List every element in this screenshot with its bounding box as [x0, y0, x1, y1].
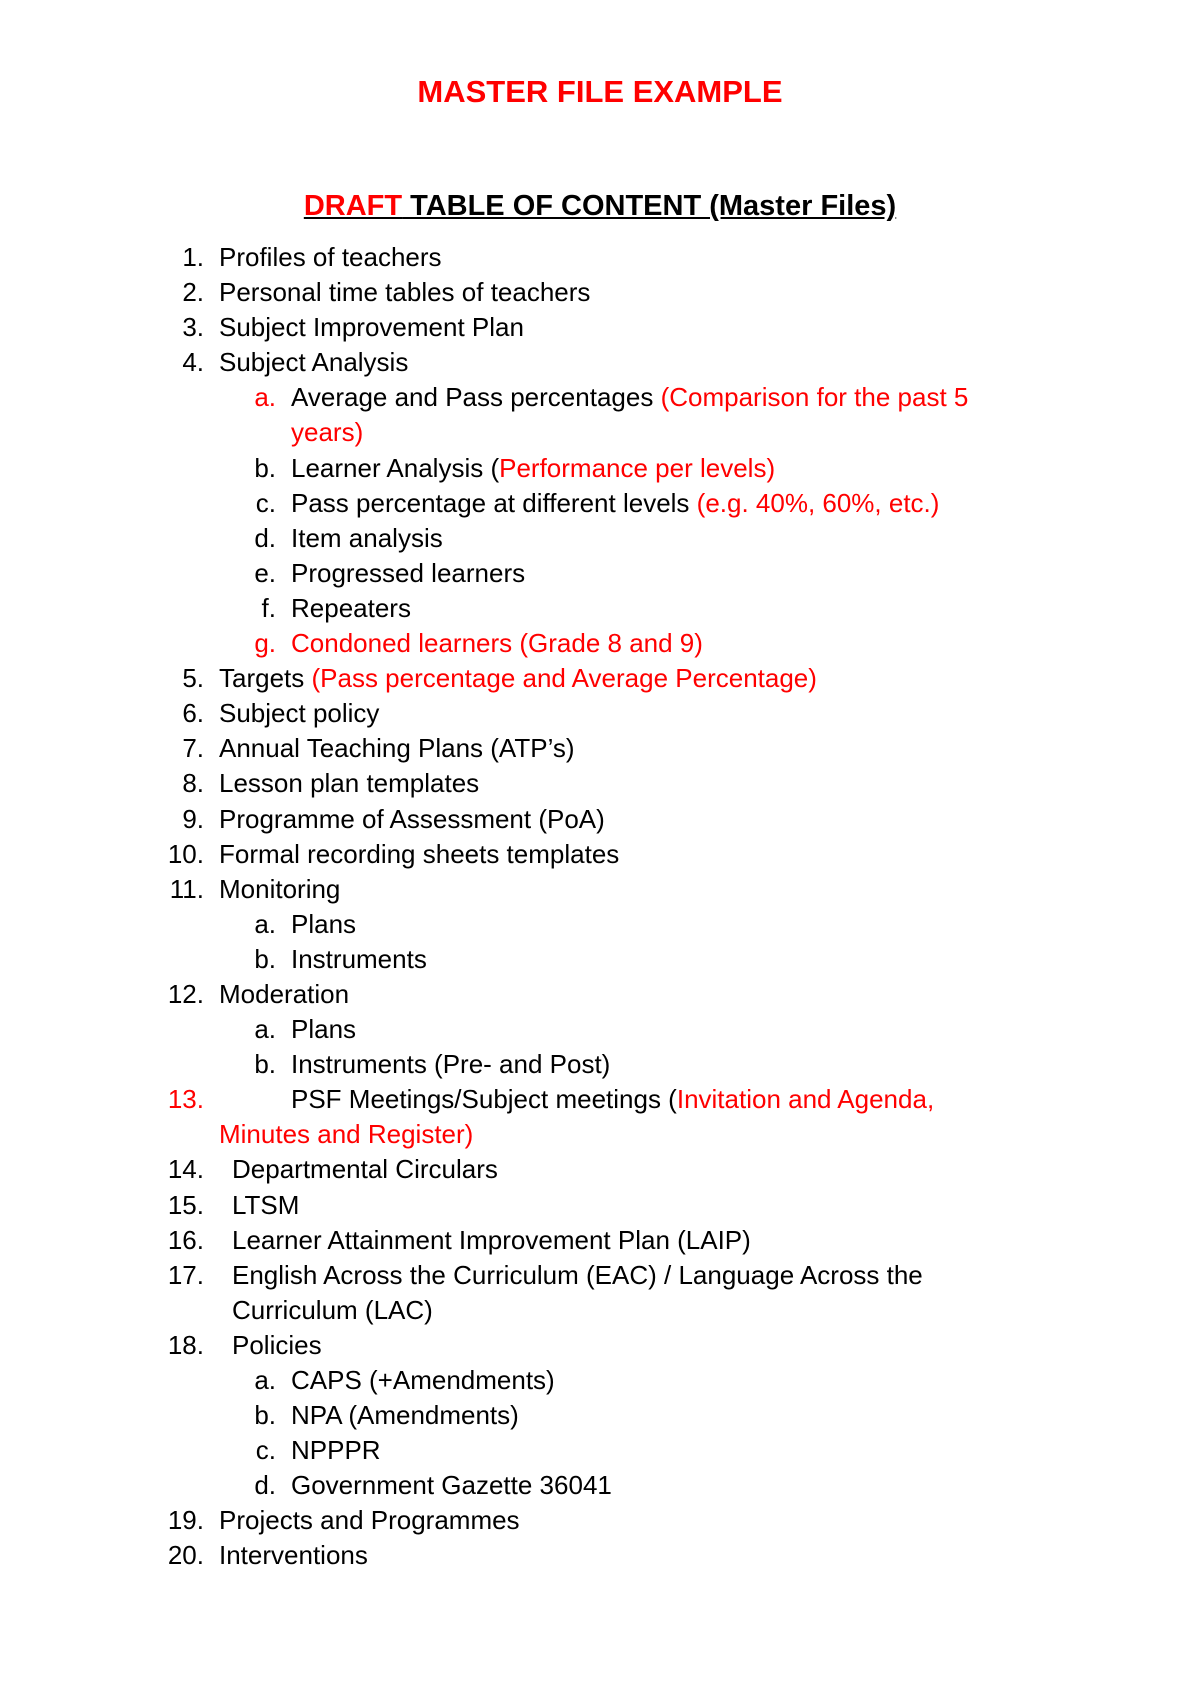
item-number: 8.	[182, 768, 204, 799]
draft-label: DRAFT	[303, 190, 403, 222]
table-of-contents	[0, 240, 1200, 1574]
subitem-note: (e.g. 40%, 60%, etc.)	[696, 487, 940, 518]
item-number: 16.	[167, 1224, 204, 1255]
toc-heading	[0, 186, 1200, 226]
toc-subitem	[0, 626, 1200, 661]
subitem-letter: f.	[261, 592, 276, 623]
toc-subitem	[0, 1012, 1200, 1047]
toc-item	[0, 1082, 1200, 1117]
toc-item	[0, 661, 1200, 696]
item-text: Projects and Programmes	[219, 1505, 520, 1536]
item-text: Annual Teaching Plans (ATP’s)	[219, 733, 575, 764]
item-label: PSF Meetings/Subject meetings (	[291, 1084, 677, 1115]
item-number: 11.	[169, 873, 204, 904]
toc-item	[0, 1538, 1200, 1573]
subitem-letter: a.	[254, 908, 276, 939]
item-text: LTSM	[232, 1189, 300, 1220]
item-note: (Pass percentage and Average Percentage)	[311, 663, 817, 694]
toc-subitem	[0, 1363, 1200, 1398]
item-text: Subject Analysis	[219, 347, 409, 378]
item-text: Subject Improvement Plan	[219, 312, 524, 343]
item-number: 10.	[167, 838, 204, 869]
item-text: Interventions	[219, 1540, 368, 1571]
item-number: 5.	[182, 663, 204, 694]
subitem-text	[291, 380, 968, 415]
item-text: Policies	[232, 1329, 322, 1360]
item-text: Programme of Assessment (PoA)	[219, 803, 605, 834]
subitem-letter: b.	[254, 943, 276, 974]
toc-item	[0, 1258, 1200, 1293]
subitem-letter: d.	[254, 522, 276, 553]
item-number: 18.	[167, 1329, 204, 1360]
subitem-text: Instruments	[291, 943, 427, 974]
item-number: 7.	[182, 733, 204, 764]
item-text: Formal recording sheets templates	[219, 838, 620, 869]
toc-item	[0, 275, 1200, 310]
toc-subitem	[0, 556, 1200, 591]
subitem-letter: g.	[254, 628, 276, 659]
subitem-letter: c.	[255, 487, 276, 518]
item-text: English Across the Curriculum (EAC) / Language Across the	[232, 1259, 923, 1290]
subitem-label: Pass percentage at different levels	[291, 487, 697, 518]
toc-item	[0, 802, 1200, 837]
subitem-letter: b.	[254, 1400, 276, 1431]
toc-item	[0, 1328, 1200, 1363]
subitem-letter: c.	[255, 1435, 276, 1466]
toc-item	[0, 1223, 1200, 1258]
item-text: Monitoring	[219, 873, 341, 904]
toc-item	[0, 240, 1200, 275]
item-text: Moderation	[219, 978, 350, 1009]
toc-subitem	[0, 380, 1200, 415]
item-note: Invitation and Agenda,	[676, 1084, 935, 1115]
subitem-letter: d.	[254, 1470, 276, 1501]
item-number: 6.	[182, 698, 204, 729]
subitem-text: Government Gazette 36041	[291, 1470, 612, 1501]
item-text	[291, 1082, 934, 1117]
subitem-text	[291, 486, 939, 521]
toc-item	[0, 766, 1200, 801]
item-number: 14.	[167, 1154, 204, 1185]
toc-item	[0, 731, 1200, 766]
subitem-text: Repeaters	[291, 592, 411, 623]
subitem-text: NPPPR	[291, 1435, 381, 1466]
item-number: 12.	[167, 978, 204, 1009]
item-number: 13.	[167, 1084, 204, 1115]
item-text: Personal time tables of teachers	[219, 277, 591, 308]
subitem-note-continuation: years)	[291, 417, 364, 448]
page-title: MASTER FILE EXAMPLE	[417, 74, 783, 109]
item-label: Targets	[219, 663, 312, 694]
toc-subitem	[0, 1398, 1200, 1433]
toc-subitem	[0, 591, 1200, 626]
subitem-letter: b.	[254, 452, 276, 483]
toc-subitem	[0, 1468, 1200, 1503]
subitem-text: Plans	[291, 1014, 357, 1045]
item-text: Learner Attainment Improvement Plan (LAIP)	[232, 1224, 751, 1255]
item-number: 17.	[167, 1259, 204, 1290]
subitem-text: Condoned learners (Grade 8 and 9)	[291, 628, 703, 659]
subitem-letter: e.	[254, 557, 276, 588]
item-number: 19.	[167, 1505, 204, 1536]
item-number: 1.	[182, 242, 204, 272]
subitem-note: (Comparison for the past 5	[660, 382, 969, 413]
subitem-text	[291, 451, 775, 486]
item-number: 9.	[182, 803, 204, 834]
toc-subitem	[0, 451, 1200, 486]
subitem-text: CAPS (+Amendments)	[291, 1365, 555, 1395]
subitem-text: NPA (Amendments)	[291, 1400, 519, 1431]
subitem-letter: a.	[254, 1365, 276, 1395]
item-number: 20.	[167, 1540, 204, 1571]
toc-subitem	[0, 521, 1200, 556]
toc-item	[0, 1503, 1200, 1538]
item-text: Lesson plan templates	[219, 768, 480, 799]
toc-item	[0, 696, 1200, 731]
toc-item	[0, 872, 1200, 907]
subitem-note: Performance per levels)	[499, 452, 776, 483]
toc-subitem	[0, 486, 1200, 521]
toc-item	[0, 1152, 1200, 1187]
toc-subitem-continuation	[0, 415, 1200, 450]
item-number: 4.	[182, 347, 204, 378]
subitem-label: Average and Pass percentages	[291, 382, 661, 413]
subitem-text: Instruments (Pre- and Post)	[291, 1049, 611, 1080]
toc-subitem	[0, 942, 1200, 977]
toc-subitem	[0, 1047, 1200, 1082]
item-number: 2.	[182, 277, 204, 308]
item-number: 15.	[167, 1189, 204, 1220]
toc-subitem	[0, 1433, 1200, 1468]
item-note-continuation: Minutes and Register)	[219, 1119, 474, 1150]
item-text	[219, 661, 817, 696]
subitem-letter: a.	[254, 382, 276, 413]
item-text: Subject policy	[219, 698, 380, 729]
subitem-letter: b.	[254, 1049, 276, 1080]
toc-item-continuation	[0, 1117, 1200, 1152]
toc-subitem	[0, 907, 1200, 942]
item-number: 3.	[182, 312, 204, 343]
toc-item	[0, 310, 1200, 345]
toc-item-continuation	[0, 1293, 1200, 1328]
item-text: Profiles of teachers	[219, 242, 442, 272]
subitem-label: Learner Analysis (	[291, 452, 500, 483]
toc-item	[0, 345, 1200, 380]
subitem-letter: a.	[254, 1014, 276, 1045]
item-text: Departmental Circulars	[232, 1154, 498, 1185]
item-text-continuation: Curriculum (LAC)	[232, 1294, 433, 1325]
subitem-text: Item analysis	[291, 522, 443, 553]
toc-heading-text: TABLE OF CONTENT (Master Files)	[402, 190, 897, 222]
toc-item	[0, 1188, 1200, 1223]
toc-item	[0, 837, 1200, 872]
subitem-text: Plans	[291, 908, 357, 939]
toc-item	[0, 977, 1200, 1012]
subitem-text: Progressed learners	[291, 557, 526, 588]
